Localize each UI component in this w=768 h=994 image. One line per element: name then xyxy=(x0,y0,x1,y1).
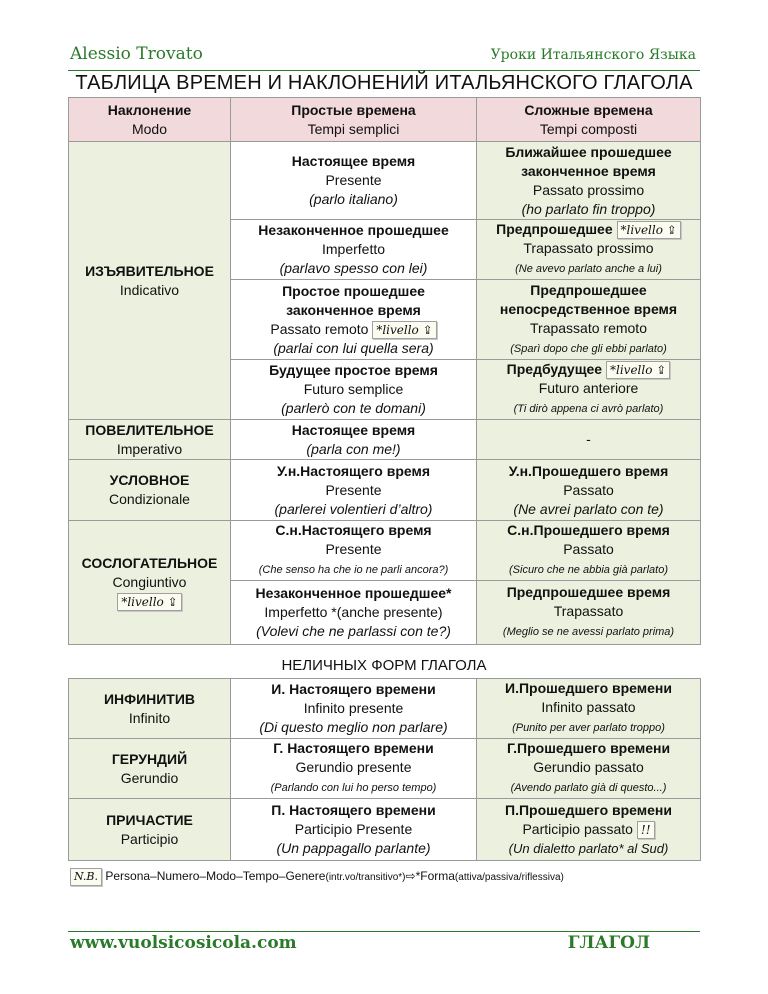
futuro-cell: Будущее простое время Futuro semplice (parlerò con te domani) xyxy=(231,360,477,420)
participle-present-cell: П. Настоящего времени Participio Presente (Un pappagallo parlante) xyxy=(231,799,477,861)
arrow-icon: ⇨ xyxy=(405,869,416,883)
simple-header: Простые времена Tempi semplici xyxy=(231,98,477,142)
mood-header: Наклонение Modo xyxy=(69,98,231,142)
nb-text: Persona–Numero–Modo–Tempo–Genere xyxy=(105,869,326,883)
table-row xyxy=(69,739,701,799)
attention-tag: !! xyxy=(637,821,655,839)
subjunctive-trapassato-cell: Предпрошедшее время Trapassato (Meglio se ne avessi parlato prima) xyxy=(477,581,701,645)
livello-tag: *livello ⇪ xyxy=(606,361,670,379)
imperfetto-cell: Незаконченное прошедшее Imperfetto (parlavo spesso con lei) xyxy=(231,220,477,280)
nb-note xyxy=(70,868,564,886)
nonfinite-table xyxy=(68,678,701,861)
infinitive-past-cell: И.Прошедшего времени Infinito passato (Punito per aver parlato troppo) xyxy=(477,679,701,739)
subjunctive-mood-cell: СОСЛОГАТЕЛЬНОЕ Congiuntivo *livello ⇪ xyxy=(69,521,231,645)
imperative-mood-cell: ПОВЕЛИТЕЛЬНОЕ Imperativo xyxy=(69,420,231,460)
subjunctive-imperfetto-cell: Незаконченное прошедшее* Imperfetto *(anche presente) (Volevi che ne parlassi con te?) xyxy=(231,581,477,645)
imperative-simple-cell: Настоящее время (parla con me!) xyxy=(231,420,477,460)
livello-tag: *livello ⇪ xyxy=(617,221,681,239)
table-row xyxy=(69,142,701,220)
subjunctive-passato-cell: С.н.Прошедшего время Passato (Sicuro che ne abbia già parlato) xyxy=(477,521,701,581)
author-name: Alessio Trovato xyxy=(70,44,203,64)
imperative-compound-cell: - xyxy=(477,420,701,460)
nb-small-1: (intr.vo/transitivo*) xyxy=(325,872,406,883)
conditional-compound-cell: У.н.Прошедшего время Passato (Ne avrei parlato con te) xyxy=(477,460,701,521)
livello-tag: *livello ⇪ xyxy=(117,593,181,611)
gerund-present-cell: Г. Настоящего времени Gerundio presente (Parlando con lui ho perso tempo) xyxy=(231,739,477,799)
course-name: Уроки Итальянского Языка xyxy=(490,47,696,63)
table-row xyxy=(69,521,701,581)
participle-past-cell: П.Прошедшего времени Participio passato !! (Un dialetto parlato* al Sud) xyxy=(477,799,701,861)
trapassato-remoto-cell: Предпрошедшее непосредственное время Trapassato remoto (Sparì dopo che gli ebbi parlato) xyxy=(477,280,701,360)
participle-cell: ПРИЧАСТИЕ Participio xyxy=(69,799,231,861)
nb-forma: *Forma xyxy=(415,869,455,883)
infinitive-cell: ИНФИНИТИВ Infinito xyxy=(69,679,231,739)
indicative-mood-cell: ИЗЪЯВИТЕЛЬНОЕ Indicativo xyxy=(69,142,231,420)
passato-remoto-cell: Простое прошедшее законченное время Passato remoto *livello ⇪ (parlai con lui quella sera) xyxy=(231,280,477,360)
footer-divider xyxy=(68,931,700,932)
nb-tag: N.B. xyxy=(70,868,102,886)
passato-prossimo-cell: Ближайшее прошедшее законченное время Passato prossimo (ho parlato fin troppo) xyxy=(477,142,701,220)
table-header-row xyxy=(69,98,701,142)
table-row xyxy=(69,420,701,460)
nb-small-2: (attiva/passiva/riflessiva) xyxy=(454,872,564,883)
table-row xyxy=(69,460,701,521)
nonfinite-title: НЕЛИЧНЫХ ФОРМ ГЛАГОЛА xyxy=(281,657,487,674)
page-title: ТАБЛИЦА ВРЕМЕН И НАКЛОНЕНИЙ ИТАЛЬЯНСКОГО ГЛАГОЛА xyxy=(75,72,693,94)
header-divider xyxy=(68,70,700,71)
table-row xyxy=(69,799,701,861)
table-row xyxy=(69,679,701,739)
infinitive-present-cell: И. Настоящего времени Infinito presente (Di questo meglio non parlare) xyxy=(231,679,477,739)
trapassato-prossimo-cell: Предпрошедшее *livello ⇪ Trapassato prossimo (Ne avevo parlato anche a lui) xyxy=(477,220,701,280)
site-link[interactable]: www.vuolsicosicola.com xyxy=(70,933,297,953)
conditional-mood-cell: УСЛОВНОЕ Condizionale xyxy=(69,460,231,521)
gerund-cell: ГЕРУНДИЙ Gerundio xyxy=(69,739,231,799)
futuro-anteriore-cell: Предбудущее *livello ⇪ Futuro anteriore (Ti dirò appena ci avrò parlato) xyxy=(477,360,701,420)
footer-label: ГЛАГОЛ xyxy=(567,933,650,953)
tenses-table xyxy=(68,97,701,645)
subjunctive-presente-cell: С.н.Настоящего время Presente (Che senso ha che io ne parli ancora?) xyxy=(231,521,477,581)
compound-header: Сложные времена Tempi composti xyxy=(477,98,701,142)
presente-cell: Настоящее время Presente (parlo italiano) xyxy=(231,142,477,220)
conditional-simple-cell: У.н.Настоящего время Presente (parlerei volentieri d’altro) xyxy=(231,460,477,521)
gerund-past-cell: Г.Прошедшего времени Gerundio passato (Avendo parlato già di questo...) xyxy=(477,739,701,799)
livello-tag: *livello ⇪ xyxy=(372,321,436,339)
